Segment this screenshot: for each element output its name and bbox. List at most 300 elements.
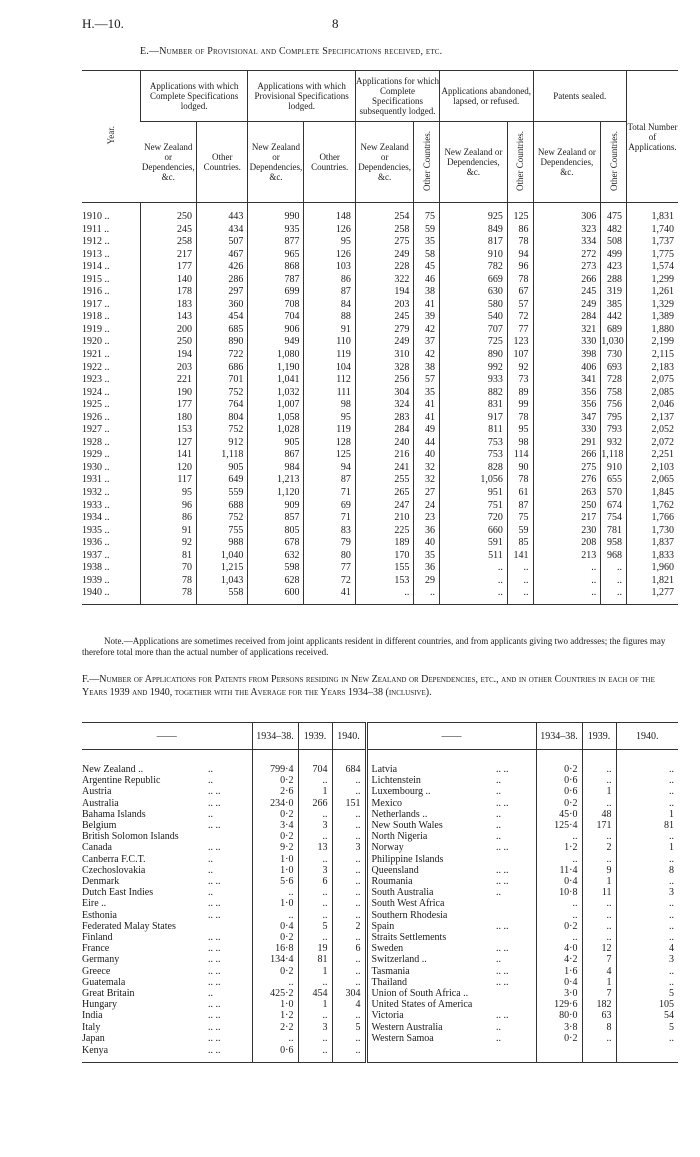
spacer-row <box>82 750 678 765</box>
value-1940: .. <box>332 966 366 977</box>
spacer-cell <box>248 203 304 212</box>
value-cell: 194 <box>140 349 196 362</box>
value-cell: 177 <box>140 399 196 412</box>
value-cell: 39 <box>414 311 440 324</box>
leader-dots: .. .. <box>496 764 509 775</box>
leader-dots: .. <box>208 887 213 899</box>
leader-dots: .. <box>496 831 501 843</box>
year-cell: 1918 .. <box>82 311 110 323</box>
avg-value: .. <box>252 887 298 898</box>
value-cell: 180 <box>140 412 196 425</box>
value-cell: 685 <box>197 324 248 337</box>
value-cell: 241 <box>355 462 413 475</box>
value-cell: 811 <box>440 424 508 437</box>
leader-dots: .. .. <box>208 954 221 966</box>
value-cell: 795 <box>601 412 627 425</box>
value-1939: 454 <box>298 988 332 999</box>
value-cell: 722 <box>197 349 248 362</box>
avg-value: 0·2 <box>252 809 298 820</box>
value-cell: 347 <box>533 412 601 425</box>
value-cell: 41 <box>304 587 355 604</box>
value-cell: 1,775 <box>627 249 679 262</box>
value-1939: 2 <box>582 842 616 853</box>
document-ref: H.—10. <box>82 16 124 31</box>
value-cell: 61 <box>507 487 533 500</box>
value-1939: .. <box>298 932 332 943</box>
value-cell: 126 <box>304 249 355 262</box>
year-cell: 1915 .. <box>82 273 110 285</box>
value-cell: 932 <box>601 437 627 450</box>
value-1940: .. <box>616 910 678 921</box>
value-1940: 5 <box>332 1022 366 1033</box>
value-cell: 1,737 <box>627 236 679 249</box>
spacer-cell <box>366 750 496 765</box>
table-row <box>82 876 678 887</box>
value-1940: .. <box>616 1033 678 1044</box>
value-cell: 84 <box>304 299 355 312</box>
value-cell: 279 <box>355 324 413 337</box>
value-1940: 684 <box>332 764 366 775</box>
value-1939: 5 <box>298 921 332 932</box>
spacer-cell <box>627 203 679 212</box>
year-cell: 1939 .. <box>82 574 110 586</box>
value-cell: 78 <box>507 236 533 249</box>
value-cell: 177 <box>140 261 196 274</box>
value-cell: 905 <box>197 462 248 475</box>
avg-value: 129·6 <box>536 999 582 1010</box>
value-cell: 1,043 <box>197 575 248 588</box>
value-cell: 426 <box>197 261 248 274</box>
year-cell: 1913 .. <box>82 248 110 260</box>
leader-dots: .. .. <box>496 943 509 955</box>
value-1940: 2 <box>332 921 366 932</box>
value-cell: 1,740 <box>627 224 679 237</box>
value-cell: 1,831 <box>627 211 679 224</box>
value-cell: 70 <box>140 562 196 575</box>
leader-dots: .. .. <box>208 1010 221 1022</box>
value-cell: 1,389 <box>627 311 679 324</box>
spacer-cell <box>252 750 298 765</box>
value-1939: .. <box>582 798 616 809</box>
value-cell: 910 <box>601 462 627 475</box>
leader-dots: .. .. <box>496 1010 509 1022</box>
value-cell: .. <box>507 575 533 588</box>
value-1939: 11 <box>582 887 616 898</box>
leader-dots: .. .. <box>208 999 221 1011</box>
value-cell: 57 <box>414 374 440 387</box>
value-cell: 123 <box>507 336 533 349</box>
leader-dots: .. .. <box>496 797 509 809</box>
spacer-cell <box>140 203 196 212</box>
value-cell: 591 <box>440 537 508 550</box>
value-cell: 2,052 <box>627 424 679 437</box>
table-row <box>82 249 678 262</box>
value-1939: .. <box>298 1033 332 1044</box>
value-cell: 112 <box>304 374 355 387</box>
value-1940: 54 <box>616 1010 678 1021</box>
value-cell: 208 <box>533 537 601 550</box>
table-row <box>82 954 678 965</box>
avg-value: .. <box>536 854 582 865</box>
value-cell: 756 <box>601 399 627 412</box>
value-1940: 8 <box>616 865 678 876</box>
value-cell: 890 <box>197 336 248 349</box>
value-cell: 1,056 <box>440 474 508 487</box>
value-cell: 190 <box>140 387 196 400</box>
avg-value: 0·2 <box>536 764 582 775</box>
value-cell: 328 <box>355 362 413 375</box>
avg-value: 1·0 <box>252 999 298 1010</box>
value-cell: 782 <box>440 261 508 274</box>
nz-subheader: New Zealand or Dependencies, &c. <box>355 122 413 203</box>
value-cell: 752 <box>197 512 248 525</box>
value-cell: 283 <box>355 412 413 425</box>
leader-dots <box>496 932 536 943</box>
value-1940: 304 <box>332 988 366 999</box>
country-name: Western Samoa <box>366 1033 496 1044</box>
year-cell: 1926 .. <box>82 411 110 423</box>
value-cell: 35 <box>414 236 440 249</box>
leader-dots: .. <box>208 808 213 820</box>
value-cell: 660 <box>440 525 508 538</box>
leader-dots: .. .. <box>208 943 221 955</box>
value-cell: 41 <box>414 399 440 412</box>
year-cell: 1936 .. <box>82 537 110 549</box>
value-1940: .. <box>616 977 678 988</box>
leader-dots: .. <box>208 853 213 865</box>
value-cell: 203 <box>355 299 413 312</box>
value-cell: 322 <box>355 274 413 287</box>
value-cell: 984 <box>248 462 304 475</box>
value-1940: .. <box>616 798 678 809</box>
spacer-cell <box>82 203 140 212</box>
value-cell: 95 <box>304 412 355 425</box>
value-cell: 250 <box>140 336 196 349</box>
country-name: Switzerland .. <box>366 954 496 965</box>
country-name: Netherlands .. <box>366 809 496 820</box>
value-cell: 153 <box>140 424 196 437</box>
table-f-title: F.—Number of Applications for Patents from Persons residing in New Zealand or Dependencies, etc., and in other Countries in each of the Years 1939 and 1940, together with the Average for the Years 1934–38 (inclusive). <box>82 674 655 698</box>
table-f-body <box>82 750 678 1063</box>
value-1940: .. <box>332 786 366 797</box>
value-cell: 730 <box>601 349 627 362</box>
value-cell: 475 <box>601 211 627 224</box>
leader-dots: .. .. <box>208 1021 221 1033</box>
country-name: Spain <box>366 921 496 932</box>
value-cell: 120 <box>140 462 196 475</box>
avg-value: 425·2 <box>252 988 298 999</box>
value-cell: 758 <box>601 387 627 400</box>
value-cell: 153 <box>355 575 413 588</box>
value-cell: 249 <box>355 336 413 349</box>
value-cell: 2,251 <box>627 449 679 462</box>
value-1940: .. <box>332 775 366 786</box>
country-name: Roumania <box>366 876 496 887</box>
table-row <box>82 286 678 299</box>
value-1939: 7 <box>582 988 616 999</box>
avg-header: 1934–38. <box>536 723 582 750</box>
value-1939: .. <box>298 809 332 820</box>
value-cell: 649 <box>197 474 248 487</box>
value-cell: 86 <box>304 274 355 287</box>
value-cell: 805 <box>248 525 304 538</box>
value-cell: 78 <box>140 575 196 588</box>
value-cell: 284 <box>533 311 601 324</box>
value-cell: 882 <box>440 387 508 400</box>
value-cell: 249 <box>533 299 601 312</box>
value-cell: 2,199 <box>627 336 679 349</box>
table-row <box>82 1033 678 1044</box>
value-cell: 88 <box>304 311 355 324</box>
value-1939: .. <box>582 854 616 865</box>
avg-value: 1·0 <box>252 898 298 909</box>
value-cell: 1,007 <box>248 399 304 412</box>
value-cell: 78 <box>507 412 533 425</box>
value-cell: 245 <box>533 286 601 299</box>
year-cell: 1910 .. <box>82 211 110 222</box>
value-cell: 59 <box>507 525 533 538</box>
value-cell: 356 <box>533 399 601 412</box>
value-1939: .. <box>582 775 616 786</box>
country-name: Latvia <box>366 764 496 775</box>
value-cell: 98 <box>507 437 533 450</box>
country-name: Argentine Republic <box>82 775 161 787</box>
table-row <box>82 387 678 400</box>
value-1940: 1 <box>616 809 678 820</box>
country-name: Queensland <box>366 865 496 876</box>
year-cell: 1940 .. <box>82 587 140 604</box>
value-cell: 81 <box>140 550 196 563</box>
leader-dots: .. <box>496 1021 501 1033</box>
value-cell: 1,762 <box>627 500 679 513</box>
value-cell: 258 <box>140 236 196 249</box>
avg-value: 0·4 <box>536 876 582 887</box>
value-1939: 3 <box>298 1022 332 1033</box>
table-row <box>82 211 678 224</box>
value-1939: 266 <box>298 798 332 809</box>
table-row <box>82 977 678 988</box>
spacer-cell <box>414 203 440 212</box>
avg-value: 1·0 <box>252 865 298 876</box>
value-cell: 27 <box>414 487 440 500</box>
value-cell: 35 <box>414 550 440 563</box>
value-cell: 96 <box>140 500 196 513</box>
value-1939: .. <box>582 910 616 921</box>
value-cell: 78 <box>507 474 533 487</box>
value-cell: 330 <box>533 424 601 437</box>
value-cell: 310 <box>355 349 413 362</box>
value-1940: .. <box>616 932 678 943</box>
spacer-cell <box>440 203 508 212</box>
country-name: British Solomon Islands <box>82 831 179 843</box>
leader-dots <box>496 1044 536 1063</box>
avg-value: 5·6 <box>252 876 298 887</box>
value-cell: 94 <box>507 249 533 262</box>
value-cell: 217 <box>140 249 196 262</box>
year-cell: 1935 .. <box>82 524 110 536</box>
value-1940: .. <box>332 1033 366 1044</box>
avg-value: 0·4 <box>252 921 298 932</box>
leader-dots: .. .. <box>208 842 221 854</box>
value-1940: .. <box>332 876 366 887</box>
value-1939: 7 <box>582 954 616 965</box>
value-1940: .. <box>616 854 678 865</box>
value-cell: 141 <box>140 449 196 462</box>
table-row <box>82 449 678 462</box>
table-row <box>82 525 678 538</box>
value-cell: 103 <box>304 261 355 274</box>
value-cell: .. <box>440 562 508 575</box>
value-cell: 77 <box>304 562 355 575</box>
table-row <box>82 809 678 820</box>
value-cell: 79 <box>304 537 355 550</box>
table-e-title: E.—Number of Provisional and Complete Specifications received, etc. <box>140 46 443 57</box>
value-1939: 12 <box>582 943 616 954</box>
leader-dots: .. <box>496 954 501 966</box>
value-cell: 752 <box>197 387 248 400</box>
avg-value: 4·0 <box>536 943 582 954</box>
value-cell: 787 <box>248 274 304 287</box>
value-cell: 912 <box>197 437 248 450</box>
value-1939: 171 <box>582 820 616 831</box>
value-1940: .. <box>332 887 366 898</box>
value-cell: 57 <box>507 299 533 312</box>
country-name: Canberra F.C.T. <box>82 853 146 865</box>
leader-dots: .. <box>208 764 213 775</box>
country-name: Denmark <box>82 876 120 888</box>
value-cell: 230 <box>533 525 601 538</box>
spacer-cell <box>616 750 678 765</box>
country-name: Union of South Africa .. <box>366 988 496 999</box>
value-1939: .. <box>298 1010 332 1021</box>
value-cell: 443 <box>197 211 248 224</box>
other-subheader: Other Countries. <box>507 122 533 203</box>
value-cell: 992 <box>440 362 508 375</box>
value-cell: 628 <box>248 575 304 588</box>
value-cell: 828 <box>440 462 508 475</box>
value-cell: 630 <box>440 286 508 299</box>
value-cell: 467 <box>197 249 248 262</box>
table-row <box>82 798 678 809</box>
country-name: Germany <box>82 954 120 966</box>
value-1939: .. <box>582 764 616 775</box>
leader-dots: .. .. <box>496 864 509 876</box>
page-number: 8 <box>332 16 339 31</box>
spacer-cell <box>601 203 627 212</box>
value-1940: 3 <box>332 842 366 853</box>
spacer-cell <box>507 203 533 212</box>
table-row <box>82 820 678 831</box>
table-row <box>82 311 678 324</box>
year-cell: 1937 .. <box>82 549 110 561</box>
country-name: Czechoslovakia <box>82 864 146 876</box>
table-row <box>82 786 678 797</box>
table-row <box>82 775 678 786</box>
value-cell: 558 <box>197 587 248 604</box>
year-cell: 1925 .. <box>82 399 110 411</box>
nz-subheader: New Zealand or Dependencies, &c. <box>248 122 304 203</box>
leader-dots: .. .. <box>496 876 509 888</box>
value-cell: 83 <box>304 525 355 538</box>
value-cell: 686 <box>197 362 248 375</box>
value-cell: 507 <box>197 236 248 249</box>
value-cell: 265 <box>355 487 413 500</box>
value-cell: 580 <box>440 299 508 312</box>
value-cell: 59 <box>414 224 440 237</box>
country-name: Kenya <box>82 1044 208 1063</box>
year-cell: 1916 .. <box>82 286 110 298</box>
leader-dots: .. .. <box>208 965 221 977</box>
avg-value: 0·2 <box>252 775 298 786</box>
value-1939: .. <box>298 1044 332 1063</box>
value-cell: 107 <box>507 349 533 362</box>
value-cell: 95 <box>507 424 533 437</box>
value-1939: .. <box>298 854 332 865</box>
leader-dots <box>208 921 252 932</box>
table-row <box>82 399 678 412</box>
value-1939: 63 <box>582 1010 616 1021</box>
value-cell: 482 <box>601 224 627 237</box>
table-row <box>82 575 678 588</box>
year-1939-header: 1939. <box>298 723 332 750</box>
country-name: Hungary <box>82 999 117 1011</box>
year-header: Year. <box>82 71 140 203</box>
country-header: —— <box>366 723 536 750</box>
value-1939: 1 <box>298 999 332 1010</box>
avg-value: 1·2 <box>536 842 582 853</box>
table-row <box>82 537 678 550</box>
value-cell: 2,065 <box>627 474 679 487</box>
country-header: —— <box>82 723 252 750</box>
value-1940: .. <box>332 854 366 865</box>
value-cell: 319 <box>601 286 627 299</box>
value-cell: 80 <box>304 550 355 563</box>
leader-dots: .. <box>496 808 501 820</box>
avg-value: 0·2 <box>252 932 298 943</box>
year-cell: 1922 .. <box>82 361 110 373</box>
value-cell: 678 <box>248 537 304 550</box>
leader-dots <box>496 988 536 999</box>
value-cell: 210 <box>355 512 413 525</box>
leader-dots: .. .. <box>496 920 509 932</box>
leader-dots: .. <box>496 887 501 899</box>
value-cell: 508 <box>601 236 627 249</box>
country-name: Mexico <box>366 798 496 809</box>
value-1939: .. <box>298 898 332 909</box>
value-cell: 570 <box>601 487 627 500</box>
value-1940: 1 <box>616 842 678 853</box>
value-cell: 341 <box>533 374 601 387</box>
leader-dots: .. .. <box>208 797 221 809</box>
value-cell: 125 <box>304 449 355 462</box>
value-cell: 1,213 <box>248 474 304 487</box>
value-1940: .. <box>332 977 366 988</box>
table-row <box>82 1010 678 1021</box>
value-cell: 128 <box>304 437 355 450</box>
value-1939: 1 <box>298 786 332 797</box>
avg-value: .. <box>536 898 582 909</box>
value-cell: 704 <box>248 311 304 324</box>
value-cell: 728 <box>601 374 627 387</box>
value-cell: 2,072 <box>627 437 679 450</box>
value-cell: 632 <box>248 550 304 563</box>
value-cell: 254 <box>355 211 413 224</box>
value-cell: 1,118 <box>197 449 248 462</box>
avg-value: 125·4 <box>536 820 582 831</box>
value-cell: 1,960 <box>627 562 679 575</box>
value-cell: 965 <box>248 249 304 262</box>
avg-value: 0·6 <box>536 775 582 786</box>
